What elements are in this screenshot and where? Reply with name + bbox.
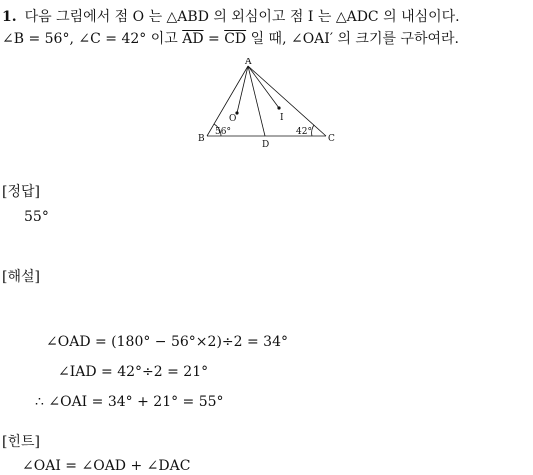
solution-heading: [해설] <box>2 269 40 285</box>
point-i <box>277 106 280 109</box>
label-b: B <box>198 134 205 144</box>
label-i: I <box>280 113 284 123</box>
hint-line: ∠OAI = ∠OAD + ∠DAC <box>22 458 191 474</box>
angle-c-arc <box>312 125 314 136</box>
solution-line-3: ∴ ∠OAI = 34° + 21° = 55° <box>35 394 224 410</box>
label-a: A <box>245 58 252 67</box>
side-ac <box>248 66 326 136</box>
label-o: O <box>229 114 237 124</box>
segment-ao <box>237 66 248 113</box>
solution-line-2: ∠IAD = 42°÷2 = 21° <box>58 364 209 380</box>
angle-b-label: 56° <box>215 127 231 137</box>
label-c: C <box>328 134 335 144</box>
label-d: D <box>262 140 270 150</box>
problem-line-2: ∠B = 56°, ∠C = 42° 이고 $\overline{AD} = \overline{CD}$ 일 때, ∠OAI′ 의 크기를 구하여라. <box>2 31 459 47</box>
solution-line-1: ∠OAD = (180° − 56°×2)÷2 = 34° <box>46 334 288 350</box>
problem-number: 1. <box>2 9 17 25</box>
segment-ad-line <box>248 66 265 136</box>
problem-line-1 <box>2 6 460 26</box>
answer-heading: [정답] <box>2 184 40 200</box>
hint-heading: [힌트] <box>2 434 40 450</box>
segment-cd: $\overline{CD}$ <box>224 31 247 47</box>
segment-ai <box>248 66 279 108</box>
angle-c-label: 42° <box>296 127 312 137</box>
side-ab <box>207 66 248 136</box>
segment-ad: $\overline{AD}$ <box>182 31 204 47</box>
triangle-figure <box>190 58 340 150</box>
triangle-diagram <box>190 58 340 150</box>
problem-text-1: 다음 그림에서 점 O 는 △ABD 의 외심이고 점 I 는 △ADC 의 내심이다. <box>24 9 460 25</box>
answer-value: 55° <box>24 209 49 225</box>
